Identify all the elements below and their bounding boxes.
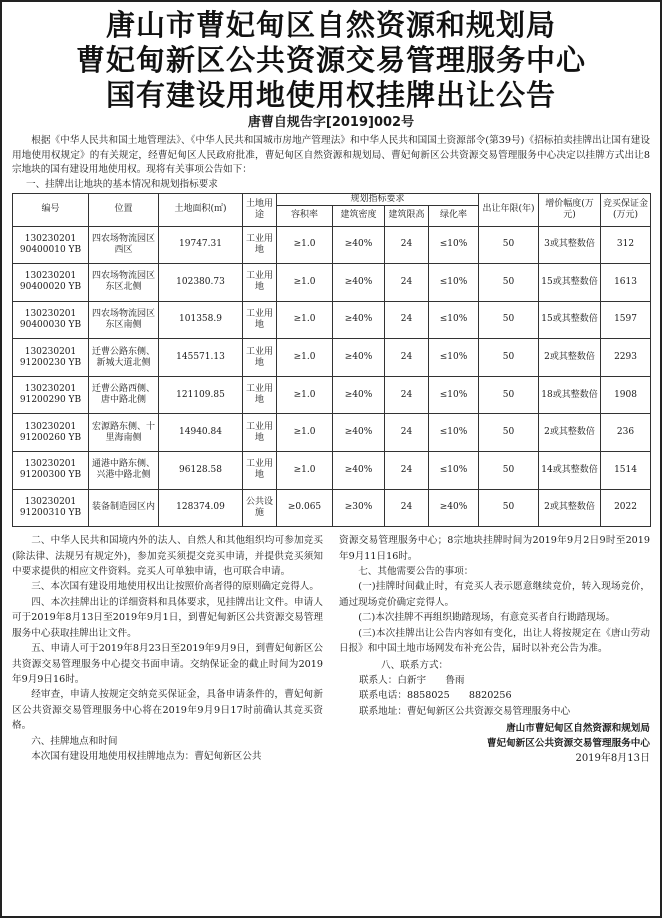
cell-number: 130230201 91200300 YB: [13, 452, 89, 490]
cell-location: 宏源路东侧、十里海南侧: [89, 414, 159, 452]
table-row: [13, 226, 651, 264]
cell-green: ≤10%: [429, 376, 479, 414]
cell-number: 130230201 90400020 YB: [13, 264, 89, 302]
cell-area: 96128.58: [159, 452, 243, 490]
cell-years: 50: [479, 376, 539, 414]
cell-number: 130230201 91200310 YB: [13, 489, 89, 527]
section-2-paragraph: 二、中华人民共和国境内外的法人、自然人和其他组织均可参加竞买(除法律、法规另有规定外)，参加竞买须提交竞买申请，并提供竞买须知中要求提供的相应文件资料。竞买人可单独申请，也可联合申请。: [12, 535, 323, 578]
cell-green: ≤10%: [429, 264, 479, 302]
signature-block: [339, 721, 650, 751]
cell-number: 130230201 91200290 YB: [13, 376, 89, 414]
header-far: 容积率: [277, 205, 333, 226]
cell-deposit: 236: [601, 414, 651, 452]
cell-increment: 3或其整数倍: [539, 226, 601, 264]
cell-location: 装备制造园区内: [89, 489, 159, 527]
header-location: 位置: [89, 193, 159, 226]
header-planning-group: 规划指标要求: [277, 193, 479, 205]
section-7-item-3: (三)本次挂牌出让公告内容如有变化，出让人将按规定在《唐山劳动日报》和中国土地市场网发布补充公告，届时以补充公告为准。: [339, 627, 650, 655]
cell-area: 19747.31: [159, 226, 243, 264]
cell-use: 工业用地: [243, 376, 277, 414]
cell-deposit: 1613: [601, 264, 651, 302]
cell-deposit: 312: [601, 226, 651, 264]
header-increment: 增价幅度(万元): [539, 193, 601, 226]
cell-area: 128374.09: [159, 489, 243, 527]
header-height: 建筑限高: [385, 205, 429, 226]
body-columns: [12, 533, 650, 766]
contact-person: 联系人：白新宇 鲁雨: [359, 674, 465, 686]
cell-far: ≥1.0: [277, 301, 333, 339]
cell-green: ≥40%: [429, 489, 479, 527]
cell-increment: 18或其整数倍: [539, 376, 601, 414]
section-6-paragraph: 本次国有建设用地使用权挂牌地点为：曹妃甸新区公共: [31, 750, 262, 762]
qualification-paragraph: 经审查，申请人按规定交纳竞买保证金，具备申请条件的，曹妃甸新区公共资源交易管理服务中心将在2019年9月9日17时前确认其竞买资格。: [12, 689, 323, 732]
title-line-2: 曹妃甸新区公共资源交易管理服务中心: [75, 43, 586, 77]
cell-area: 121109.85: [159, 376, 243, 414]
cell-use: 工业用地: [243, 264, 277, 302]
cell-deposit: 2293: [601, 339, 651, 377]
cell-far: ≥1.0: [277, 264, 333, 302]
cell-deposit: 2022: [601, 489, 651, 527]
cell-height: 24: [385, 301, 429, 339]
cell-area: 14940.84: [159, 414, 243, 452]
cell-number: 130230201 91200260 YB: [13, 414, 89, 452]
section-1-title: 一、挂牌出让地块的基本情况和规划指标要求: [26, 178, 218, 190]
contact-phone: 联系电话：8858025 8820256: [359, 690, 512, 702]
header-green: 绿化率: [429, 205, 479, 226]
cell-location: 四农场物流园区西区: [89, 226, 159, 264]
table-row: [13, 301, 651, 339]
cell-years: 50: [479, 339, 539, 377]
cell-density: ≥40%: [333, 226, 385, 264]
table-row: [13, 414, 651, 452]
header-density: 建筑密度: [333, 205, 385, 226]
section-8-title: 八、联系方式：: [381, 659, 449, 671]
cell-green: ≤10%: [429, 414, 479, 452]
cell-far: ≥1.0: [277, 339, 333, 377]
title-block: [12, 8, 650, 132]
plots-table: [12, 193, 651, 528]
cell-location: 迁曹公路西侧、唐中路北侧: [89, 376, 159, 414]
cell-increment: 2或其整数倍: [539, 489, 601, 527]
document-number: 唐曹自规告字[2019]002号: [247, 115, 415, 130]
section-4-paragraph: 四、本次挂牌出让的详细资料和具体要求，见挂牌出让文件。申请人可于2019年8月13日至2019年9月1日，到曹妃甸新区公共资源交易管理服务中心获取挂牌出让文件。: [12, 596, 323, 639]
cell-height: 24: [385, 376, 429, 414]
cell-far: ≥1.0: [277, 376, 333, 414]
cell-area: 145571.13: [159, 339, 243, 377]
cell-height: 24: [385, 414, 429, 452]
cell-deposit: 1908: [601, 376, 651, 414]
cell-height: 24: [385, 339, 429, 377]
header-deposit: 竞买保证金(万元): [601, 193, 651, 226]
cell-years: 50: [479, 226, 539, 264]
header-years: 出让年限(年): [479, 193, 539, 226]
cell-height: 24: [385, 264, 429, 302]
cell-density: ≥40%: [333, 339, 385, 377]
signer-bureau: 唐山市曹妃甸区自然资源和规划局: [506, 723, 650, 735]
cell-location: 四农场物流园区东区南侧: [89, 301, 159, 339]
cell-use: 公共设施: [243, 489, 277, 527]
cell-area: 101358.9: [159, 301, 243, 339]
cell-number: 130230201 90400030 YB: [13, 301, 89, 339]
cell-number: 130230201 91200230 YB: [13, 339, 89, 377]
table-row: [13, 452, 651, 490]
table-row: [13, 264, 651, 302]
left-column: [12, 533, 331, 766]
announcement-date: 2019年8月13日: [575, 753, 650, 765]
cell-years: 50: [479, 489, 539, 527]
cell-years: 50: [479, 414, 539, 452]
right-column: [331, 533, 650, 766]
cell-location: 迁曹公路东侧、新城大道北侧: [89, 339, 159, 377]
table-row: [13, 376, 651, 414]
section-5-paragraph: 五、申请人可于2019年8月23日至2019年9月9日，到曹妃甸新区公共资源交易管理服务中心提交书面申请。交纳保证金的截止时间为2019年9月9日16时。: [12, 643, 323, 685]
table-row: [13, 489, 651, 527]
cell-density: ≥40%: [333, 376, 385, 414]
cell-far: ≥1.0: [277, 414, 333, 452]
cell-green: ≤10%: [429, 301, 479, 339]
section-6-title: 六、挂牌地点和时间: [31, 735, 118, 747]
contact-address: 联系地址：曹妃甸新区公共资源交易管理服务中心: [359, 705, 571, 717]
cell-use: 工业用地: [243, 452, 277, 490]
cell-increment: 2或其整数倍: [539, 414, 601, 452]
cell-area: 102380.73: [159, 264, 243, 302]
cell-far: ≥1.0: [277, 452, 333, 490]
cell-green: ≤10%: [429, 452, 479, 490]
plots-table-body: [13, 226, 651, 527]
cell-green: ≤10%: [429, 339, 479, 377]
cell-location: 通港中路东侧、兴港中路北侧: [89, 452, 159, 490]
section-7-item-2: (二)本次挂牌不再组织勘踏现场，有意竞买者自行勘踏现场。: [358, 612, 616, 624]
cell-density: ≥40%: [333, 414, 385, 452]
header-number: 编号: [13, 193, 89, 226]
cell-use: 工业用地: [243, 414, 277, 452]
cell-far: ≥1.0: [277, 226, 333, 264]
cell-years: 50: [479, 264, 539, 302]
section-3-paragraph: 三、本次国有建设用地使用权出让按照价高者得的原则确定竞得人。: [31, 581, 319, 593]
header-area: 土地面积(㎡): [159, 193, 243, 226]
cell-increment: 14或其整数倍: [539, 452, 601, 490]
cell-density: ≥40%: [333, 452, 385, 490]
cell-years: 50: [479, 452, 539, 490]
cell-height: 24: [385, 226, 429, 264]
cell-height: 24: [385, 452, 429, 490]
header-use: 土地用途: [243, 193, 277, 226]
cell-green: ≤10%: [429, 226, 479, 264]
intro-paragraph: 根据《中华人民共和国土地管理法》、《中华人民共和国城市房地产管理法》和中华人民共和国国土资源部令(第39号)《招标拍卖挂牌出让国有建设用地使用权规定》的有关规定，经曹妃甸区人民政府批准，曹妃甸区自然资源和规划局、曹妃甸新区公共资源交易管理服务中心决定以挂牌方式出让8宗地块的国有建设用地使用权。现将有关事项公告如下：: [12, 135, 650, 175]
table-row: [13, 339, 651, 377]
cell-increment: 15或其整数倍: [539, 264, 601, 302]
section-7-title: 七、其他需要公告的事项：: [358, 566, 474, 578]
cell-use: 工业用地: [243, 226, 277, 264]
cell-use: 工业用地: [243, 301, 277, 339]
cell-far: ≥0.065: [277, 489, 333, 527]
title-line-3: 国有建设用地使用权挂牌出让公告: [105, 78, 556, 112]
cell-increment: 2或其整数倍: [539, 339, 601, 377]
cell-height: 24: [385, 489, 429, 527]
cell-deposit: 1514: [601, 452, 651, 490]
section-6-continuation: 资源交易管理服务中心；8宗地块挂牌时间为2019年9月2日9时至2019年9月11日16时。: [339, 535, 650, 562]
cell-location: 四农场物流园区东区北侧: [89, 264, 159, 302]
cell-density: ≥30%: [333, 489, 385, 527]
cell-increment: 15或其整数倍: [539, 301, 601, 339]
cell-density: ≥40%: [333, 264, 385, 302]
section-7-item-1: (一)挂牌时间截止时，有竞买人表示愿意继续竞价，转入现场竞价，通过现场竞价确定竞得人。: [339, 581, 650, 608]
cell-use: 工业用地: [243, 339, 277, 377]
title-line-1: 唐山市曹妃甸区自然资源和规划局: [105, 8, 556, 42]
cell-years: 50: [479, 301, 539, 339]
signer-center: 曹妃甸新区公共资源交易管理服务中心: [486, 738, 650, 750]
cell-density: ≥40%: [333, 301, 385, 339]
cell-deposit: 1597: [601, 301, 651, 339]
cell-number: 130230201 90400010 YB: [13, 226, 89, 264]
